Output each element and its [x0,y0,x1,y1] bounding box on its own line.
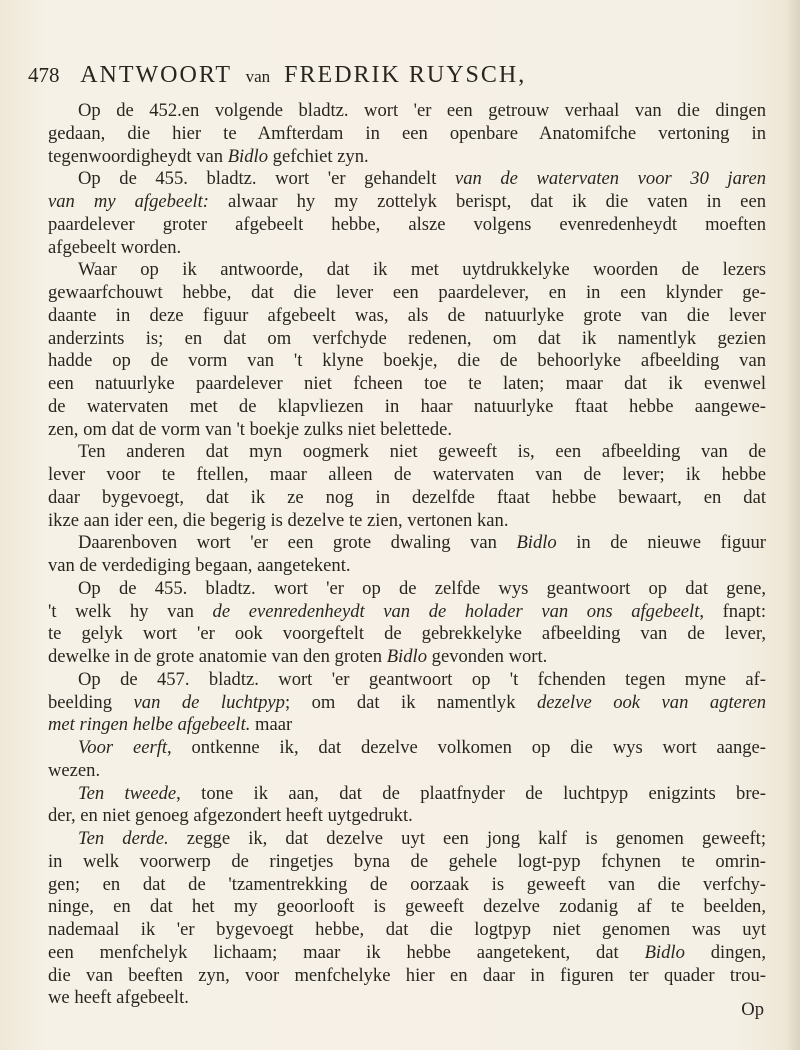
text-line: Ten anderen dat myn oogmerk niet geweeft is, een afbeelding van de [78,441,766,463]
text-line: we heeft afgebeelt. [48,987,189,1009]
text-line: die van beeften zyn, voor menfchelyke hier en daar in figuren ter quader trou- [48,964,766,986]
paragraph [48,578,766,669]
text-line: hadde op de vorm van 't klyne boekje, die de behoorlyke afbeelding van [48,350,766,372]
paragraph [48,168,766,259]
page-edge-shadow [786,0,800,1050]
text-line: Op de 455. bladtz. wort 'er op de zelfde wys geantwoort op dat gene, [78,577,766,599]
text-line: 't welk hy van de evenredenheydt van de holader van ons afgebeelt, fnapt: [48,600,766,622]
text-line: nademaal ik 'er bygevoegt hebbe, dat die logtpyp niet genomen was uyt [48,919,766,940]
header-title-left: ANTWOORT [80,62,232,88]
text-line: beelding van de luchtpyp; om dat ik namentlyk dezelve ook van agteren [48,691,766,713]
paragraph [48,783,766,829]
text-line: dewelke in de grote anatomie van den groten Bidlo gevonden wort. [48,646,548,667]
paragraph [48,441,766,532]
text-line: wezen. [48,759,101,781]
paragraph [48,532,766,578]
text-line: Op de 457. bladtz. wort 'er geantwoort op 't fchenden tegen myne af- [78,668,766,690]
text-line: der, en niet genoeg afgezondert heeft uytgedrukt. [48,805,413,827]
text-line: gen; en dat de 'tzamentrekking de oorzaak is geweeft van die verfchy- [48,873,766,895]
paragraph [48,259,766,441]
text-line: Daarenboven wort 'er een grote dwaling van Bidlo in de nieuwe figuur [78,532,766,554]
paragraph [48,669,766,737]
text-line: lever voor te ftellen, maar alleen de watervaten van de lever; ik hebbe [48,464,766,485]
text-line: paardelever groter afgebeelt hebbe, alsze volgens evenredenheydt moeften [48,213,766,235]
text-line: zen, om dat de vorm van 't boekje zulks niet belettede. [48,418,453,440]
paragraph [48,828,766,1010]
catchword: Op [741,999,764,1020]
text-line: afgebeelt worden. [48,236,182,258]
text-line: daar bygevoegt, dat ik ze nog in dezelfde ftaat hebbe bewaart, en dat [48,486,766,508]
text-line: ikze aan ider een, die begerig is dezelve te zien, vertonen kan. [48,509,509,531]
text-line: Waar op ik antwoorde, dat ik met uytdrukkelyke woorden de lezers [78,259,766,281]
text-line: met ringen helbe afgebeelt. maar [48,714,293,736]
text-line: Op de 455. bladtz. wort 'er gehandelt van de watervaten voor 30 jaren [78,168,766,190]
text-line: te gelyk wort 'er ook voorgeftelt de gebrekkelyke afbeelding van de lever, [48,623,766,645]
page-number: 478 [28,63,60,87]
text-line: gewaarfchouwt hebbe, dat die lever een paardelever, en in een klynder ge- [48,282,766,303]
text-line: Ten derde. zegge ik, dat dezelve uyt een jong kalf is genomen geweeft; [78,828,766,849]
header-title-van: van [245,67,271,86]
text-line: de watervaten met de klapvliezen in haar natuurlyke ftaat hebbe aangewe- [48,395,766,417]
text-line: van my afgebeelt: alwaar hy my zottelyk berispt, dat ik die vaten in een [48,191,766,212]
paragraph [48,100,766,168]
paragraph [48,737,766,783]
text-line: Ten tweede, tone ik aan, dat de plaatfnyder de luchtpyp enigzints bre- [78,782,766,804]
text-line: ninge, en dat het my geoorlooft is geweeft dezelve zodanig af te beelden, [48,896,766,918]
text-line: tegenwoordigheydt van Bidlo gefchiet zyn. [48,145,369,167]
text-line: in welk voorwerp de ringetjes byna de gehele logt-pyp fchynen te omrin- [48,850,766,872]
text-line: van de verdediging begaan, aangetekent. [48,555,351,576]
text-line: Op de 452.en volgende bladtz. wort 'er een getrouw verhaal van die dingen [78,100,766,121]
text-line: een natuurlyke paardelever niet fcheen toe te laten; maar dat ik evenwel [48,373,766,394]
text-line: gedaan, die hier te Amfterdam in een openbare Anatomifche vertoning in [48,122,766,144]
text-line: daante in deze figuur afgebeelt was, als de natuurlyke grote van die lever [48,304,766,326]
text-line: Voor eerft, ontkenne ik, dat dezelve volkomen op die wys wort aange- [78,737,766,758]
body-text [48,100,766,1010]
text-line: anderzints is; en dat om verfchyde redenen, om dat ik namentlyk gezien [48,327,766,349]
text-line: een menfchelyk lichaam; maar ik hebbe aangetekent, dat Bidlo dingen, [48,941,766,963]
header-title-right: FREDRIK RUYSCH, [284,62,527,88]
running-header [28,62,770,89]
